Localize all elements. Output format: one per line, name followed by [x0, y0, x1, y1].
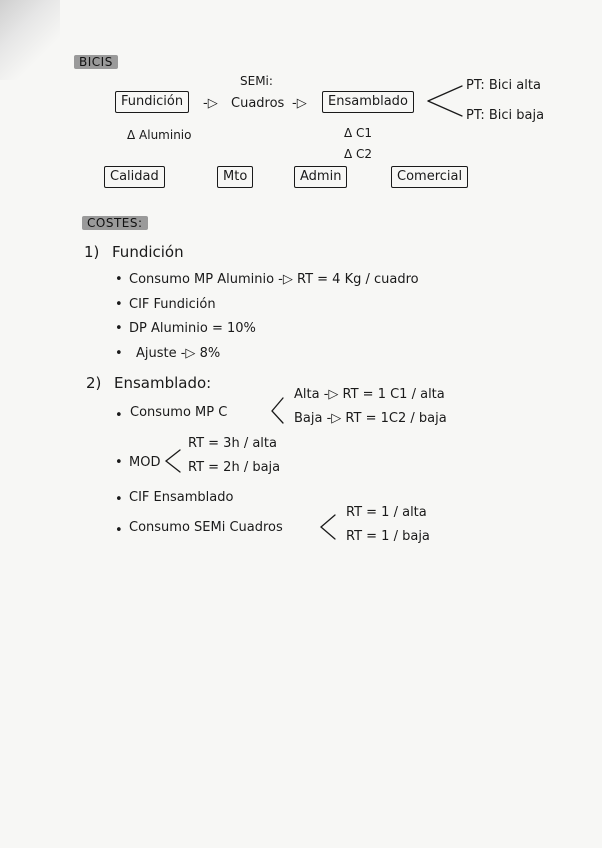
bracket-mp-c: [272, 398, 283, 423]
dept-admin: Admin: [294, 166, 347, 188]
costes-tag: COSTES:: [82, 216, 148, 230]
branch-to-pt-baja: [428, 101, 462, 116]
bracket-semi: [321, 515, 335, 539]
s2-semi-alta: RT = 1 / alta: [346, 505, 427, 520]
s2-mp-c-baja: Baja -▷ RT = 1C2 / baja: [294, 411, 447, 426]
delta-c2: Δ C2: [344, 147, 373, 161]
pt-alta: PT: Bici alta: [466, 78, 541, 93]
pt-baja: PT: Bici baja: [466, 108, 545, 123]
branch-to-pt-alta: [428, 86, 462, 101]
arrow-1: -▷: [203, 96, 218, 111]
arrow-2: -▷: [292, 96, 307, 111]
fundicion-box: Fundición: [115, 91, 189, 113]
section1-number: 1): [84, 243, 100, 261]
bullet: •: [115, 492, 123, 507]
ensamblado-box: Ensamblado: [322, 91, 414, 113]
bicis-tag: BICIS: [74, 55, 118, 69]
bullet: •: [115, 272, 123, 287]
s2-semi-label: Consumo SEMi Cuadros: [129, 520, 283, 535]
page-corner-shadow: [0, 0, 60, 80]
s2-mod-alta: RT = 3h / alta: [188, 436, 277, 451]
s2-mp-c-alta: Alta -▷ RT = 1 C1 / alta: [294, 387, 445, 402]
dept-mto: Mto: [217, 166, 253, 188]
cuadros-label: Cuadros: [231, 96, 285, 111]
bullet: •: [115, 523, 123, 538]
bullet: •: [115, 408, 123, 423]
s2-cif: CIF Ensamblado: [129, 490, 234, 505]
s1-item-consumo: Consumo MP Aluminio -▷ RT = 4 Kg / cuadro: [129, 272, 419, 287]
s1-item-cif: CIF Fundición: [129, 297, 216, 312]
s2-mp-c-label: Consumo MP C: [130, 405, 228, 420]
bullet: •: [115, 321, 123, 336]
delta-c1: Δ C1: [344, 126, 373, 140]
dept-calidad: Calidad: [104, 166, 165, 188]
section1-title: Fundición: [112, 243, 184, 261]
s2-semi-baja: RT = 1 / baja: [346, 529, 430, 544]
bullet: •: [115, 455, 123, 470]
s1-item-dp: DP Aluminio = 10%: [129, 321, 256, 336]
bracket-mod: [166, 450, 180, 472]
bullet: •: [115, 297, 123, 312]
section2-number: 2): [86, 374, 102, 392]
section2-title: Ensamblado:: [114, 374, 212, 392]
s2-mod-label: MOD: [129, 455, 161, 470]
s1-item-ajuste: Ajuste -▷ 8%: [136, 346, 221, 361]
delta-aluminio: Δ Aluminio: [127, 128, 192, 142]
bullet: •: [115, 346, 123, 361]
semi-label: SEMi:: [240, 74, 273, 88]
dept-comercial: Comercial: [391, 166, 468, 188]
s2-mod-baja: RT = 2h / baja: [188, 460, 281, 475]
